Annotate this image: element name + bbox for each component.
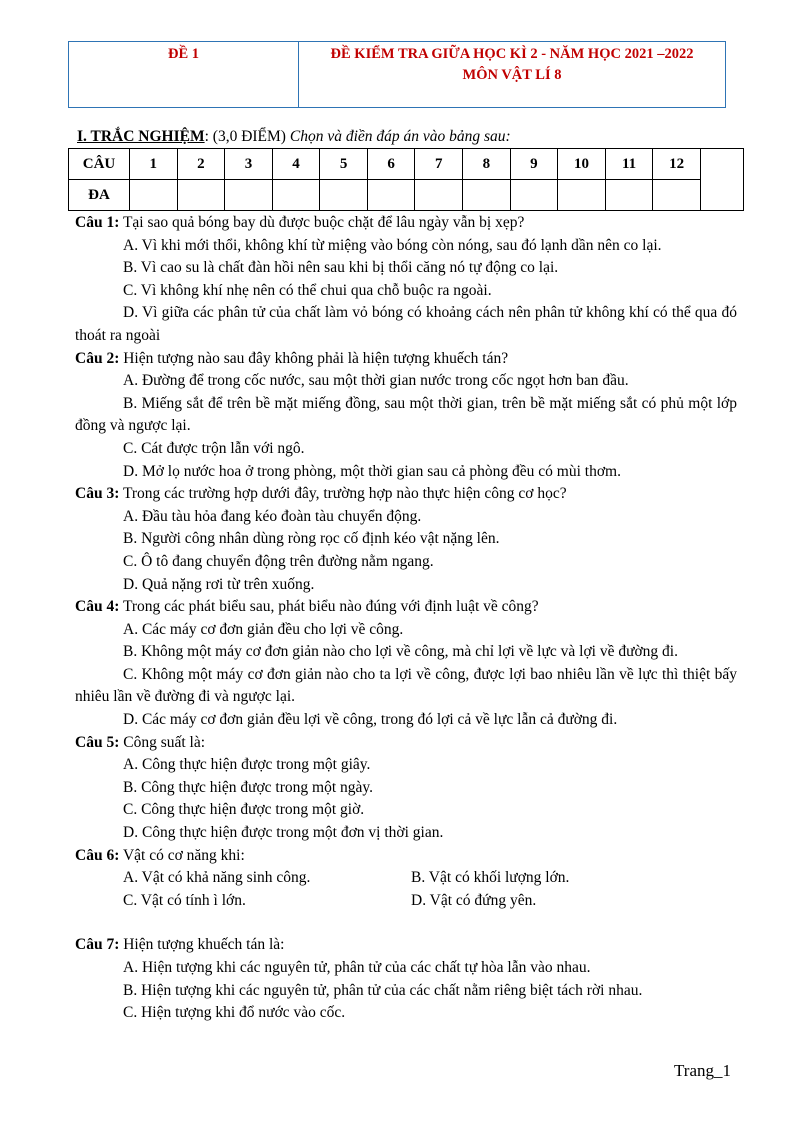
answer-table-row-label: CÂU [69, 149, 130, 180]
answer-table [68, 148, 744, 211]
question-3 [75, 483, 737, 506]
question-number: 7 [415, 149, 463, 180]
question-number: 1 [130, 149, 178, 180]
question-number: 9 [510, 149, 558, 180]
answer-table-row-label: ĐA [69, 180, 130, 211]
answer-cell [605, 180, 653, 211]
answer-cell [510, 180, 558, 211]
option: C. Cát được trộn lẫn với ngô. [123, 439, 305, 457]
option: B. Hiện tượng khi các nguyên tử, phân tử của các chất nằm riêng biệt tách rời nhau. [123, 981, 643, 999]
question-number: 2 [177, 149, 225, 180]
option: B. Công thực hiện được trong một ngày. [123, 778, 374, 796]
question-text: Tại sao quả bóng bay dù được buộc chặt để lâu ngày vẫn bị xẹp? [119, 214, 525, 231]
question-text: Trong các trường hợp dưới đây, trường hợp nào thực hiện công cơ học? [119, 485, 567, 503]
section-title [77, 127, 511, 147]
question-number: 10 [558, 149, 606, 180]
question-number: 5 [320, 149, 368, 180]
option: A. Các máy cơ đơn giản đều cho lợi về công. [123, 620, 404, 638]
option: A. Vì khi mới thổi, không khí từ miệng vào bóng còn nóng, sau đó lạnh dần nên co lại. [123, 236, 662, 254]
section-points: : (3,0 ĐIỂM) [204, 128, 290, 145]
question-number: 6 [367, 149, 415, 180]
question-4 [75, 596, 737, 619]
option: D. Quả nặng rơi từ trên xuống. [123, 575, 315, 593]
option: A. Công thực hiện được trong một giây. [123, 756, 371, 774]
answer-cell [177, 180, 225, 211]
question-text: Hiện tượng khuếch tán là: [119, 936, 285, 954]
answer-cell [272, 180, 320, 211]
question-1 [75, 212, 737, 235]
question-number: 11 [605, 149, 653, 180]
exam-title: ĐỀ KIỂM TRA GIỮA HỌC KÌ 2 - NĂM HỌC 2021 –2022 [330, 46, 694, 62]
question-5 [75, 732, 737, 755]
option: A. Đường để trong cốc nước, sau một thời gian nước trong cốc ngọt hơn ban đầu. [123, 372, 629, 390]
answer-cell [320, 180, 368, 211]
question-number: 3 [225, 149, 273, 180]
exam-title-cell [299, 42, 726, 108]
exam-subject: MÔN VẬT LÍ 8 [462, 67, 562, 83]
option: C. Hiện tượng khi đổ nước vào cốc. [123, 1004, 346, 1022]
answer-table-extra-cell [701, 149, 744, 211]
answer-cell [653, 180, 701, 211]
question-label: Câu 5: [75, 733, 120, 751]
option: B. Không một máy cơ đơn giản nào cho lợi về công, mà chỉ lợi về lực và lợi về đường đi. [123, 643, 678, 661]
answer-cell [130, 180, 178, 211]
question-label: Câu 7: [75, 936, 120, 954]
option: A. Vật có khả năng sinh công. [123, 869, 311, 887]
option: C. Vật có tính ì lớn. [123, 891, 246, 909]
question-text: Vật có cơ năng khi: [119, 846, 245, 864]
option: C. Vì không khí nhẹ nên có thể chui qua chỗ buộc ra ngoài. [123, 281, 492, 299]
answer-cell [463, 180, 511, 211]
question-text: Công suất là: [119, 733, 206, 751]
option: C. Không một máy cơ đơn giản nào cho ta lợi về công, được lợi bao nhiêu lần về lực thì thiệt bấy nhiêu lần về đường đi và ngược lại. [75, 665, 737, 706]
questions-body [75, 212, 737, 1025]
answer-cell [225, 180, 273, 211]
option: A. Đầu tàu hỏa đang kéo đoàn tàu chuyển động. [123, 507, 422, 525]
question-text: Trong các phát biểu sau, phát biểu nào đúng với định luật về công? [119, 598, 539, 616]
question-6 [75, 845, 737, 868]
answer-cell [415, 180, 463, 211]
option: D. Mở lọ nước hoa ở trong phòng, một thời gian sau cả phòng đều có mùi thơm. [123, 462, 621, 480]
option: B. Vì cao su là chất đàn hồi nên sau khi bị thổi căng nó tự động co lại. [123, 259, 559, 277]
answer-table-answer-row [69, 180, 744, 211]
option: D. Các máy cơ đơn giản đều lợi về công, trong đó lợi cả về lực lẫn cả đường đi. [123, 711, 618, 729]
question-label: Câu 6: [75, 846, 120, 864]
question-number: 12 [653, 149, 701, 180]
exam-code: ĐỀ 1 [167, 46, 200, 62]
option: D. Vật có đứng yên. [411, 891, 537, 909]
option: C. Công thực hiện được trong một giờ. [123, 801, 365, 819]
option: B. Vật có khối lượng lớn. [411, 869, 570, 887]
answer-cell [558, 180, 606, 211]
question-text: Hiện tượng nào sau đây không phải là hiện tượng khuếch tán? [119, 349, 509, 367]
question-number: 4 [272, 149, 320, 180]
page-number: Trang_1 [674, 1061, 731, 1080]
question-label: Câu 1: [75, 214, 120, 231]
option: D. Công thực hiện được trong một đơn vị thời gian. [123, 824, 444, 842]
exam-header-table [68, 41, 726, 108]
question-2 [75, 348, 737, 371]
question-label: Câu 3: [75, 485, 120, 503]
section-heading: I. TRẮC NGHIỆM [77, 128, 205, 145]
answer-cell [367, 180, 415, 211]
option: A. Hiện tượng khi các nguyên tử, phân tử của các chất tự hòa lẫn vào nhau. [123, 959, 591, 976]
option-row [75, 867, 737, 890]
option-row [75, 890, 737, 913]
question-label: Câu 2: [75, 349, 120, 367]
option: D. Vì giữa các phân tử của chất làm vỏ bóng có khoảng cách nên phân tử không khí có thể qua đó thoát ra ngoài [75, 304, 737, 344]
blank-line [75, 912, 737, 934]
option: B. Người công nhân dùng ròng rọc cố định kéo vật nặng lên. [123, 530, 500, 548]
question-7 [75, 934, 737, 957]
question-number: 8 [463, 149, 511, 180]
section-instruction: Chọn và điền đáp án vào bảng sau: [289, 128, 511, 145]
exam-code-cell [69, 42, 299, 108]
question-label: Câu 4: [75, 598, 120, 616]
answer-table-header-row [69, 149, 744, 180]
option: B. Miếng sắt để trên bề mặt miếng đồng, sau một thời gian, trên bề mặt miếng sắt có phủ một lớp đồng và ngược lại. [75, 394, 737, 435]
option: C. Ô tô đang chuyển động trên đường nằm ngang. [123, 552, 434, 570]
